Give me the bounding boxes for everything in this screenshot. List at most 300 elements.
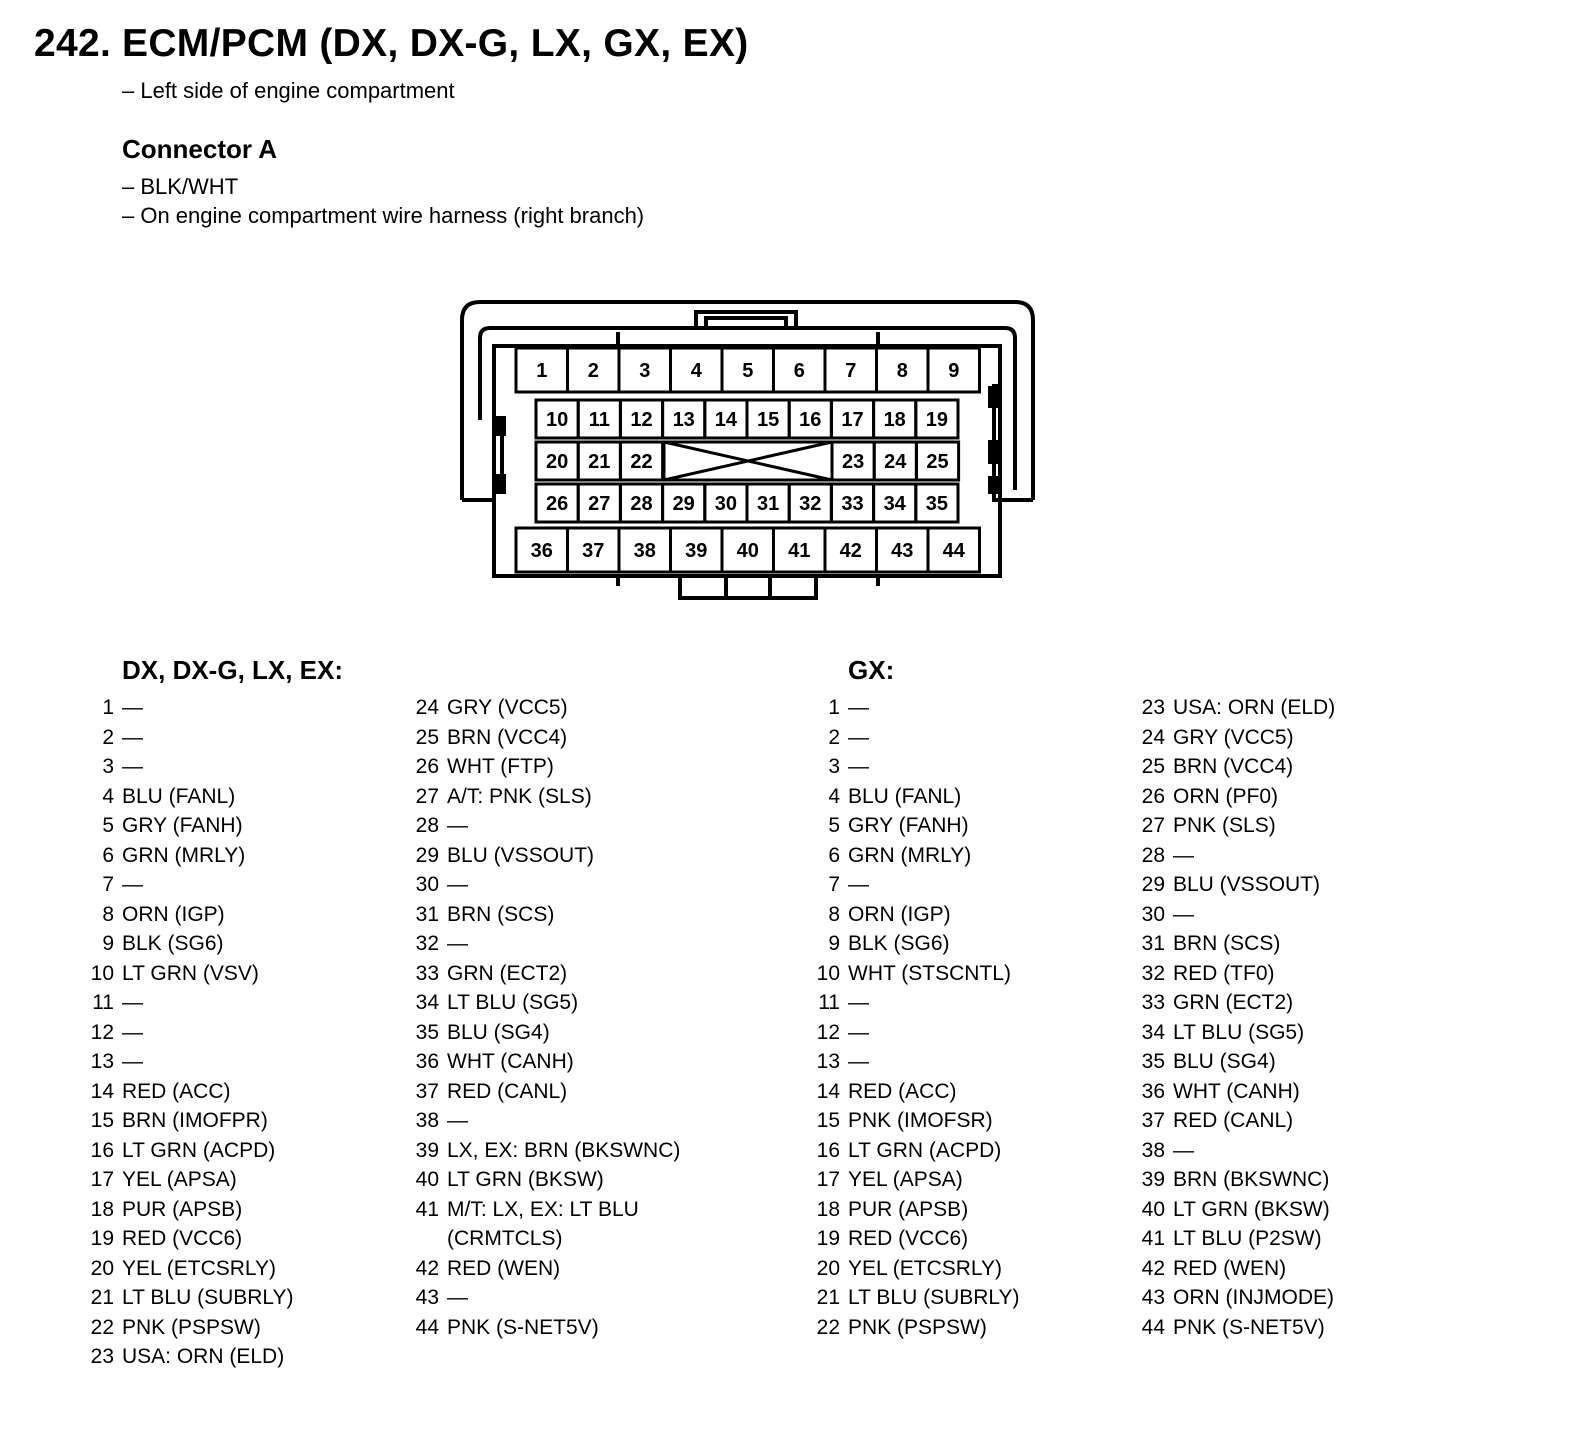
pin-cavity-label: 1	[536, 360, 548, 382]
pin-cavity-label: 26	[545, 493, 569, 515]
pin-entry	[88, 1136, 418, 1166]
pin-description: —	[122, 725, 143, 749]
pin-number: 6	[102, 843, 114, 867]
pin-entry	[1139, 1077, 1469, 1107]
pin-description: BRN (BKSWNC)	[1173, 1168, 1330, 1191]
pin-number: 44	[415, 1315, 439, 1339]
pin-entry	[413, 1077, 743, 1107]
pin-description: GRY (FANH)	[848, 814, 969, 837]
pin-description: PNK (IMOFSR)	[848, 1109, 993, 1132]
pin-entry	[413, 782, 743, 812]
pin-cavity-label: 44	[942, 540, 965, 562]
page-title	[34, 22, 749, 66]
pin-cavity-label: 11	[588, 409, 610, 431]
pin-description: LT BLU (SUBRLY)	[848, 1286, 1020, 1309]
pin-entry	[1139, 782, 1469, 812]
pin-number: 8	[828, 902, 840, 926]
pin-entry	[88, 811, 418, 841]
pin-entry	[1139, 723, 1469, 753]
pin-entry	[814, 752, 1144, 782]
pin-cavity-label: 24	[884, 451, 907, 473]
pin-number: 22	[90, 1315, 114, 1339]
pin-cavity-label: 18	[883, 409, 906, 431]
pin-cavity-label: 12	[630, 409, 653, 431]
pin-description: GRN (MRLY)	[122, 843, 246, 867]
pin-description: PUR (APSB)	[122, 1197, 243, 1221]
pin-description: —	[447, 932, 468, 955]
pin-number: 32	[1141, 961, 1165, 985]
pin-cavity-label: 14	[714, 409, 738, 431]
pin-description: RED (WEN)	[447, 1256, 561, 1280]
pin-entry	[814, 1224, 1144, 1254]
left-lock-tab-lower	[494, 474, 506, 494]
pin-number: 33	[1141, 991, 1165, 1014]
pin-number: 25	[1141, 755, 1165, 778]
pin-entry	[1139, 811, 1469, 841]
pin-description: RED (CANL)	[1173, 1109, 1294, 1132]
pin-description: LT BLU (P2SW)	[1173, 1227, 1322, 1250]
pin-description: BLK (SG6)	[848, 932, 950, 955]
pin-cavity-label: 27	[588, 493, 611, 515]
pin-description: BLU (FANL)	[848, 784, 962, 808]
pin-description: —	[848, 755, 869, 778]
pin-description: RED (TF0)	[1173, 961, 1275, 985]
pin-entry	[1139, 1254, 1469, 1284]
pin-number: 30	[415, 873, 439, 896]
pin-number: 35	[415, 1020, 439, 1044]
pin-number: 19	[816, 1227, 840, 1250]
pin-entry	[88, 782, 418, 812]
pin-cavity-label: 39	[685, 540, 708, 562]
pin-description: M/T: LX, EX: LT BLU (CRMTCLS)	[447, 1197, 639, 1250]
pin-entry	[1139, 1106, 1469, 1136]
pin-cavity-label: 20	[545, 451, 569, 473]
pin-number: 44	[1141, 1315, 1165, 1339]
pin-entry	[814, 811, 1144, 841]
pin-description: LT BLU (SUBRLY)	[122, 1286, 294, 1309]
pin-description: —	[848, 1050, 869, 1073]
pin-number: 10	[816, 961, 840, 985]
pin-number: 17	[90, 1168, 114, 1191]
pin-entry	[413, 693, 743, 723]
pin-description: LT BLU (SG5)	[447, 991, 579, 1014]
pin-entry	[413, 988, 743, 1018]
pin-description: —	[122, 1050, 143, 1073]
pin-entry	[814, 1283, 1144, 1313]
pin-entry	[413, 723, 743, 753]
pin-description: WHT (FTP)	[447, 755, 554, 778]
pin-entry	[1139, 1018, 1469, 1048]
pin-cavity-label: 31	[756, 493, 780, 515]
pin-number: 21	[816, 1286, 840, 1309]
pin-description: WHT (CANH)	[1173, 1079, 1300, 1103]
pin-cavity-label: 13	[672, 409, 695, 431]
pin-description: —	[122, 755, 143, 778]
pin-entry	[1139, 900, 1469, 930]
pin-cavity-label: 43	[891, 540, 914, 562]
pin-number: 4	[102, 784, 114, 808]
pin-description: LT GRN (ACPD)	[122, 1138, 276, 1162]
pin-entry	[1139, 1283, 1469, 1313]
pin-cavity-label: 10	[545, 409, 569, 431]
pin-entry	[413, 1195, 743, 1254]
pin-entry	[814, 988, 1144, 1018]
pin-number: 13	[816, 1050, 840, 1073]
pin-cavity-label: 2	[587, 360, 599, 382]
pin-description: LT GRN (BKSW)	[447, 1168, 604, 1191]
pin-cavity-label: 19	[925, 409, 949, 431]
pin-number: 34	[1141, 1020, 1165, 1044]
pin-description: BLU (FANL)	[122, 784, 236, 808]
pin-description: —	[848, 873, 869, 896]
pin-entry	[88, 841, 418, 871]
pin-number: 38	[415, 1109, 439, 1132]
pin-description: RED (VCC6)	[122, 1227, 243, 1250]
pin-number: 9	[828, 932, 840, 955]
gx-pin-list-left	[814, 693, 1144, 1342]
pin-description: —	[122, 696, 143, 719]
pin-number: 1	[828, 696, 840, 719]
pin-entry	[88, 1224, 418, 1254]
pin-entry	[1139, 1047, 1469, 1077]
pin-number: 27	[1141, 814, 1165, 837]
pin-number: 5	[828, 814, 840, 837]
pin-number: 16	[90, 1138, 114, 1162]
pin-description: —	[122, 1020, 143, 1044]
pin-entry	[814, 1018, 1144, 1048]
pin-cavity-label: 37	[582, 540, 605, 562]
pin-number: 41	[415, 1197, 439, 1221]
pin-cavity-label: 29	[672, 493, 695, 515]
pin-entry	[88, 1342, 418, 1372]
pin-cavity-label: 40	[736, 540, 759, 562]
pin-description: BLU (VSSOUT)	[1173, 873, 1321, 896]
pin-description: USA: ORN (ELD)	[122, 1345, 285, 1368]
pin-number: 40	[415, 1168, 439, 1191]
pin-number: 20	[816, 1256, 840, 1280]
pin-description: WHT (CANH)	[447, 1050, 574, 1073]
pin-entry	[1139, 841, 1469, 871]
gx-pin-list-right	[1139, 693, 1469, 1342]
pin-entry	[814, 1165, 1144, 1195]
pin-number: 7	[828, 873, 840, 896]
pin-description: ORN (IGP)	[848, 902, 951, 926]
pin-number: 4	[828, 784, 840, 808]
pin-number: 42	[1141, 1256, 1165, 1280]
pin-number: 15	[90, 1109, 114, 1132]
pin-description: BRN (VCC4)	[447, 725, 568, 749]
pin-description: —	[1173, 1138, 1194, 1162]
pin-entry	[814, 1136, 1144, 1166]
pin-entry	[88, 1254, 418, 1284]
pin-description: BRN (SCS)	[447, 902, 555, 926]
pin-number: 41	[1141, 1227, 1165, 1250]
pin-number: 36	[415, 1050, 439, 1073]
pin-description: —	[447, 1286, 468, 1309]
pin-description: RED (ACC)	[122, 1079, 231, 1103]
pin-description: —	[447, 873, 468, 896]
pin-cavity-label: 16	[799, 409, 822, 431]
pin-description: YEL (APSA)	[848, 1168, 963, 1191]
pin-number: 26	[415, 755, 439, 778]
pin-number: 38	[1141, 1138, 1165, 1162]
pin-number: 13	[90, 1050, 114, 1073]
pin-number: 25	[415, 725, 439, 749]
connector-heading: Connector A	[122, 134, 278, 164]
pin-description: RED (CANL)	[447, 1079, 568, 1103]
pin-number: 33	[415, 961, 439, 985]
pin-cavity-label: 33	[841, 493, 864, 515]
pin-description: YEL (APSA)	[122, 1168, 237, 1191]
pin-number: 37	[1141, 1109, 1165, 1132]
pin-entry	[88, 1106, 418, 1136]
right-lock-tab-mid	[988, 440, 1000, 464]
pin-entry	[88, 929, 418, 959]
pin-description: BLK (SG6)	[122, 932, 224, 955]
pin-description: LX, EX: BRN (BKSWNC)	[447, 1138, 681, 1162]
pin-number: 39	[415, 1138, 439, 1162]
pin-description: USA: ORN (ELD)	[1173, 696, 1336, 719]
pin-description: YEL (ETCSRLY)	[122, 1256, 277, 1280]
pin-entry	[1139, 870, 1469, 900]
pin-entry	[814, 1254, 1144, 1284]
pin-entry	[413, 752, 743, 782]
pin-description: GRN (ECT2)	[1173, 991, 1294, 1014]
dx-pin-list-left	[88, 693, 418, 1372]
pin-entry	[1139, 929, 1469, 959]
pin-entry	[88, 1195, 418, 1225]
pin-description: ORN (PF0)	[1173, 784, 1278, 808]
pin-description: —	[1173, 843, 1194, 867]
pin-number: 22	[816, 1315, 840, 1339]
pin-cavity-label: 21	[588, 451, 611, 473]
pin-entry	[413, 811, 743, 841]
pin-description: GRN (MRLY)	[848, 843, 972, 867]
pin-cavity-label: 36	[530, 540, 553, 562]
pin-description: PNK (PSPSW)	[848, 1315, 987, 1339]
pin-number: 36	[1141, 1079, 1165, 1103]
pin-number: 6	[828, 843, 840, 867]
pin-entry	[1139, 1313, 1469, 1343]
pin-entry	[413, 841, 743, 871]
pin-description: ORN (IGP)	[122, 902, 225, 926]
pin-entry	[88, 1047, 418, 1077]
pin-description: PNK (S-NET5V)	[1173, 1315, 1325, 1339]
pin-entry	[1139, 752, 1469, 782]
pin-cavity-label: 35	[925, 493, 949, 515]
pin-entry	[88, 723, 418, 753]
pin-number: 30	[1141, 902, 1165, 926]
pin-entry	[814, 1106, 1144, 1136]
pin-cavity-label: 22	[630, 451, 653, 473]
pin-entry	[413, 900, 743, 930]
pin-entry	[413, 1136, 743, 1166]
pin-entry	[88, 1077, 418, 1107]
pin-description: GRY (VCC5)	[1173, 725, 1294, 749]
pin-entry	[1139, 988, 1469, 1018]
pin-entry	[814, 1313, 1144, 1343]
dx-pin-list-right	[413, 693, 743, 1342]
pin-number: 11	[92, 991, 114, 1014]
pin-number: 29	[1141, 873, 1165, 896]
pin-number: 9	[102, 932, 114, 955]
pin-entry	[1139, 1224, 1469, 1254]
location-note: – Left side of engine compartment	[122, 78, 455, 103]
pin-entry	[413, 959, 743, 989]
pin-entry	[88, 1313, 418, 1343]
pin-description: PUR (APSB)	[848, 1197, 969, 1221]
pin-entry	[413, 870, 743, 900]
pin-description: —	[848, 696, 869, 719]
pin-entry	[88, 693, 418, 723]
pin-description: —	[848, 725, 869, 749]
pin-number: 15	[816, 1109, 840, 1132]
pin-number: 2	[102, 725, 114, 749]
pin-number: 23	[1141, 696, 1165, 719]
connector-diagram	[450, 290, 1050, 612]
left-lock-tab-upper	[494, 416, 506, 436]
connector-harness: – On engine compartment wire harness (right branch)	[122, 203, 645, 228]
pin-number: 35	[1141, 1050, 1165, 1073]
pin-description: BLU (SG4)	[1173, 1050, 1276, 1073]
pin-cavity-label: 8	[896, 360, 908, 382]
pin-cavity-label: 15	[756, 409, 780, 431]
pin-description: BLU (SG4)	[447, 1020, 550, 1044]
pin-number: 37	[415, 1079, 439, 1103]
pin-entry	[88, 870, 418, 900]
pin-number: 39	[1141, 1168, 1165, 1191]
pin-description: —	[848, 991, 869, 1014]
pin-entry	[1139, 693, 1469, 723]
pin-description: BRN (SCS)	[1173, 932, 1281, 955]
pin-entry	[1139, 959, 1469, 989]
pin-number: 29	[415, 843, 439, 867]
pin-number: 1	[102, 696, 114, 719]
pin-description: RED (ACC)	[848, 1079, 957, 1103]
pin-entry	[814, 870, 1144, 900]
pin-entry	[88, 1018, 418, 1048]
pin-number: 2	[828, 725, 840, 749]
pin-number: 26	[1141, 784, 1165, 808]
pin-number: 17	[816, 1168, 840, 1191]
pin-number: 34	[415, 991, 439, 1014]
pin-entry	[1139, 1195, 1469, 1225]
pin-entry	[814, 841, 1144, 871]
pin-number: 40	[1141, 1197, 1165, 1221]
pin-number: 19	[90, 1227, 114, 1250]
pin-description: RED (WEN)	[1173, 1256, 1287, 1280]
pin-number: 18	[816, 1197, 840, 1221]
pin-entry	[88, 1283, 418, 1313]
pin-number: 28	[1141, 843, 1165, 867]
pin-cavity-label: 38	[633, 540, 656, 562]
pin-number: 12	[816, 1020, 840, 1044]
pin-cavity-label: 28	[630, 493, 653, 515]
pin-number: 10	[90, 961, 114, 985]
pin-description: —	[447, 1109, 468, 1132]
dx-section-heading: DX, DX-G, LX, EX:	[122, 655, 344, 685]
pin-description: —	[447, 814, 468, 837]
pin-entry	[413, 1313, 743, 1343]
pin-entry	[88, 1165, 418, 1195]
pin-cavity-label: 9	[948, 360, 960, 382]
pin-number: 31	[1141, 932, 1165, 955]
pin-number: 31	[415, 902, 439, 926]
pin-number: 7	[102, 873, 114, 896]
pin-cavity-label: 23	[841, 451, 865, 473]
pin-number: 42	[415, 1256, 439, 1280]
pin-number: 16	[816, 1138, 840, 1162]
pin-description: RED (VCC6)	[848, 1227, 969, 1250]
pin-entry	[88, 959, 418, 989]
pin-number: 20	[90, 1256, 114, 1280]
pin-description: —	[1173, 902, 1194, 926]
right-lock-tab-top	[988, 386, 1000, 408]
pin-description: BRN (IMOFPR)	[122, 1109, 268, 1132]
pin-entry	[413, 1106, 743, 1136]
pin-cavity-label: 6	[793, 360, 805, 382]
pin-description: —	[848, 1020, 869, 1044]
pin-number: 11	[818, 991, 840, 1014]
pin-description: BLU (VSSOUT)	[447, 843, 595, 867]
title-number: 242.	[34, 22, 112, 65]
pin-description: LT GRN (VSV)	[122, 961, 259, 985]
pin-description: —	[122, 873, 143, 896]
pin-number: 43	[415, 1286, 439, 1309]
pin-entry	[814, 900, 1144, 930]
pin-cavity-label: 30	[714, 493, 738, 515]
pin-cavity-label: 34	[883, 493, 906, 515]
pin-entry	[88, 988, 418, 1018]
pin-entry	[1139, 1136, 1469, 1166]
pin-number: 3	[828, 755, 840, 778]
pin-description: GRY (VCC5)	[447, 696, 568, 719]
right-lock-tab-bottom	[988, 476, 1000, 494]
pin-entry	[814, 782, 1144, 812]
pin-description: PNK (PSPSW)	[122, 1315, 261, 1339]
pin-description: GRY (FANH)	[122, 814, 243, 837]
pin-entry	[1139, 1165, 1469, 1195]
title-text: ECM/PCM (DX, DX-G, LX, GX, EX)	[122, 22, 749, 65]
pin-entry	[413, 1018, 743, 1048]
pin-cavity-label: 5	[742, 360, 754, 382]
pin-description: PNK (S-NET5V)	[447, 1315, 599, 1339]
pin-number: 32	[415, 932, 439, 955]
pin-entry	[88, 900, 418, 930]
pin-entry	[814, 1047, 1144, 1077]
pin-entry	[88, 752, 418, 782]
pin-number: 43	[1141, 1286, 1165, 1309]
pin-cavity-label: 25	[926, 451, 949, 473]
connector-color: – BLK/WHT	[122, 174, 239, 199]
pin-cavity-label: 41	[788, 540, 811, 562]
pin-description: YEL (ETCSRLY)	[848, 1256, 1003, 1280]
pin-number: 14	[90, 1079, 114, 1103]
pin-entry	[413, 1283, 743, 1313]
pin-cavity-label: 42	[839, 540, 862, 562]
pin-entry	[814, 959, 1144, 989]
pin-entry	[814, 723, 1144, 753]
pin-number: 3	[102, 755, 114, 778]
pin-description: WHT (STSCNTL)	[848, 961, 1011, 985]
pin-cavity-label: 7	[845, 360, 857, 382]
pin-number: 27	[415, 784, 439, 808]
pin-entry	[814, 693, 1144, 723]
pin-number: 24	[1141, 725, 1165, 749]
pin-entry	[814, 1077, 1144, 1107]
pin-description: LT GRN (BKSW)	[1173, 1197, 1330, 1221]
pin-number: 14	[816, 1079, 840, 1103]
